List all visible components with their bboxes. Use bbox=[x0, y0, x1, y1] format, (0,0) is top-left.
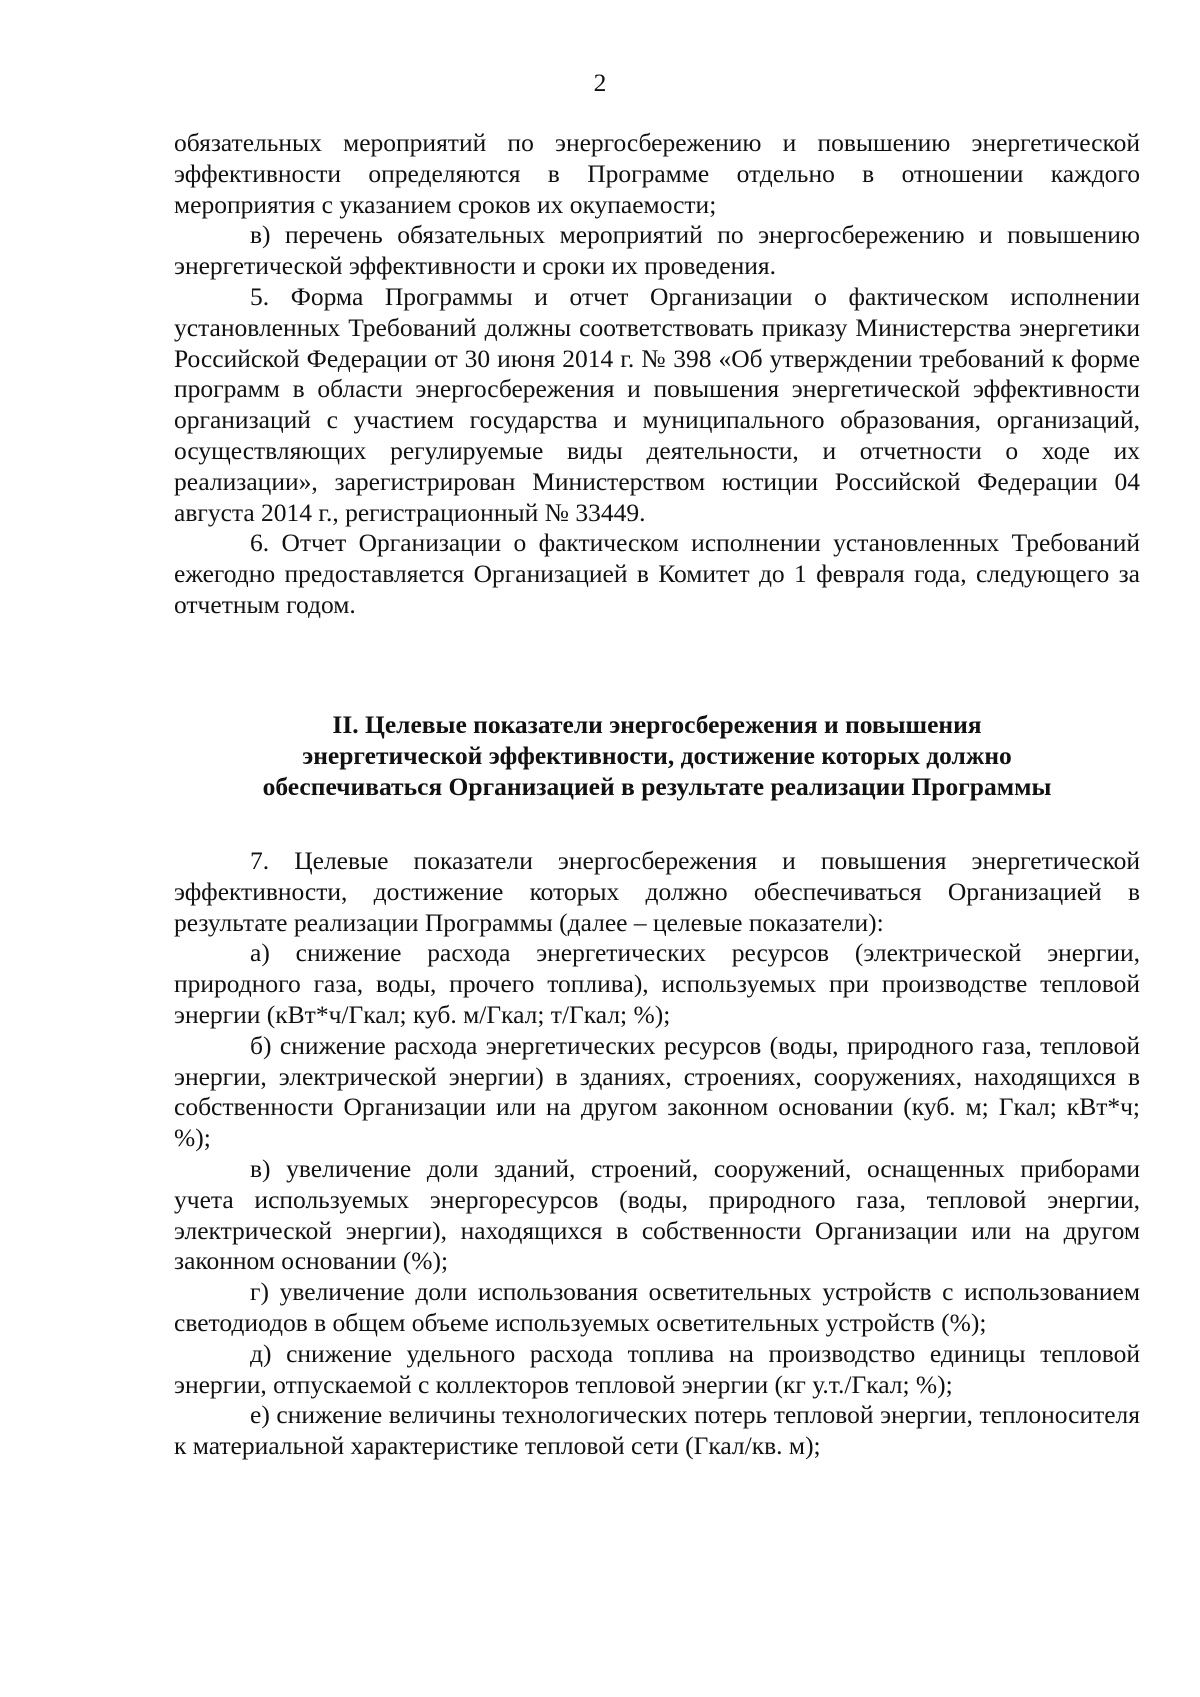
list-item-d: д) снижение удельного расхода топлива на производство единицы тепловой энергии, отпускаемой с коллекторов тепловой энергии (кг у.т./Гкал; %); bbox=[174, 1338, 1140, 1399]
page-number: 2 bbox=[593, 68, 607, 97]
paragraph-7: 7. Целевые показатели энергосбережения и повышения энергетической эффективности, достижение которых должно обеспечиваться Организацией в результате реализации Программы (далее – целевые показатели): bbox=[174, 846, 1140, 937]
paragraph-6: 6. Отчет Организации о фактическом исполнении установленных Требований ежегодно предоставляется Организацией в Комитет до 1 февраля года, следующего за отчетным годом. bbox=[174, 528, 1140, 619]
intro-text bbox=[174, 128, 1140, 621]
section-text bbox=[174, 846, 1140, 1462]
list-item-v: в) увеличение доли зданий, строений, сооружений, оснащенных приборами учета используемых энергоресурсов (воды, природного газа, тепловой энергии, электрической энергии), находящихся в собственности Организации или на другом законном основании (%); bbox=[174, 1153, 1140, 1276]
paragraph-5: 5. Форма Программы и отчет Организации о фактическом исполнении установленных Требований должны соответствовать приказу Министерства энергетики Российской Федерации от 30 июня 2014 г. № 398 «Об утверждении требований к форме программ в области энергосбережения и повышения энергетической эффективности организаций с участием государства и муниципального образования, организаций, осуществляющих регулируемые виды деятельности, и отчетности о ходе их реализации», зарегистрирован Министерством юстиции Российской Федерации 04 августа 2014 г., регистрационный № 33449. bbox=[174, 281, 1140, 527]
list-item-g: г) увеличение доли использования осветительных устройств с использованием светодиодов в общем объеме используемых осветительных устройств (%); bbox=[174, 1277, 1140, 1337]
list-item-v: в) перечень обязательных мероприятий по энергосбережению и повышению энергетической эффективности и сроки их проведения. bbox=[174, 220, 1140, 281]
list-item-e: е) снижение величины технологических потерь тепловой энергии, теплоносителя к материальной характеристике тепловой сети (Гкал/кв. м); bbox=[174, 1400, 1140, 1461]
list-item-b: б) снижение расхода энергетических ресурсов (воды, природного газа, тепловой энергии, электрической энергии) в зданиях, строениях, сооружениях, находящихся в собственности Организации или на другом законном основании (куб. м; Гкал; кВт*ч; %); bbox=[174, 1030, 1140, 1153]
list-item-a: а) снижение расхода энергетических ресурсов (электрической энергии, природного газа, воды, прочего топлива), используемых при производстве тепловой энергии (кВт*ч/Гкал; куб. м/Гкал; т/Гкал; %); bbox=[174, 938, 1140, 1029]
section-heading-line: II. Целевые показатели энергосбережения и повышения bbox=[332, 710, 982, 739]
section-heading-line: энергетической эффективности, достижение которых должно bbox=[302, 740, 1012, 770]
section-heading-line: обеспечиваться Организацией в результате реализации Программы bbox=[262, 771, 1052, 801]
section-heading bbox=[174, 710, 1140, 802]
paragraph: обязательных мероприятий по энергосбережению и повышению энергетической эффективности определяются в Программе отдельно в отношении каждого мероприятия с указанием сроков их окупаемости; bbox=[174, 128, 1140, 219]
